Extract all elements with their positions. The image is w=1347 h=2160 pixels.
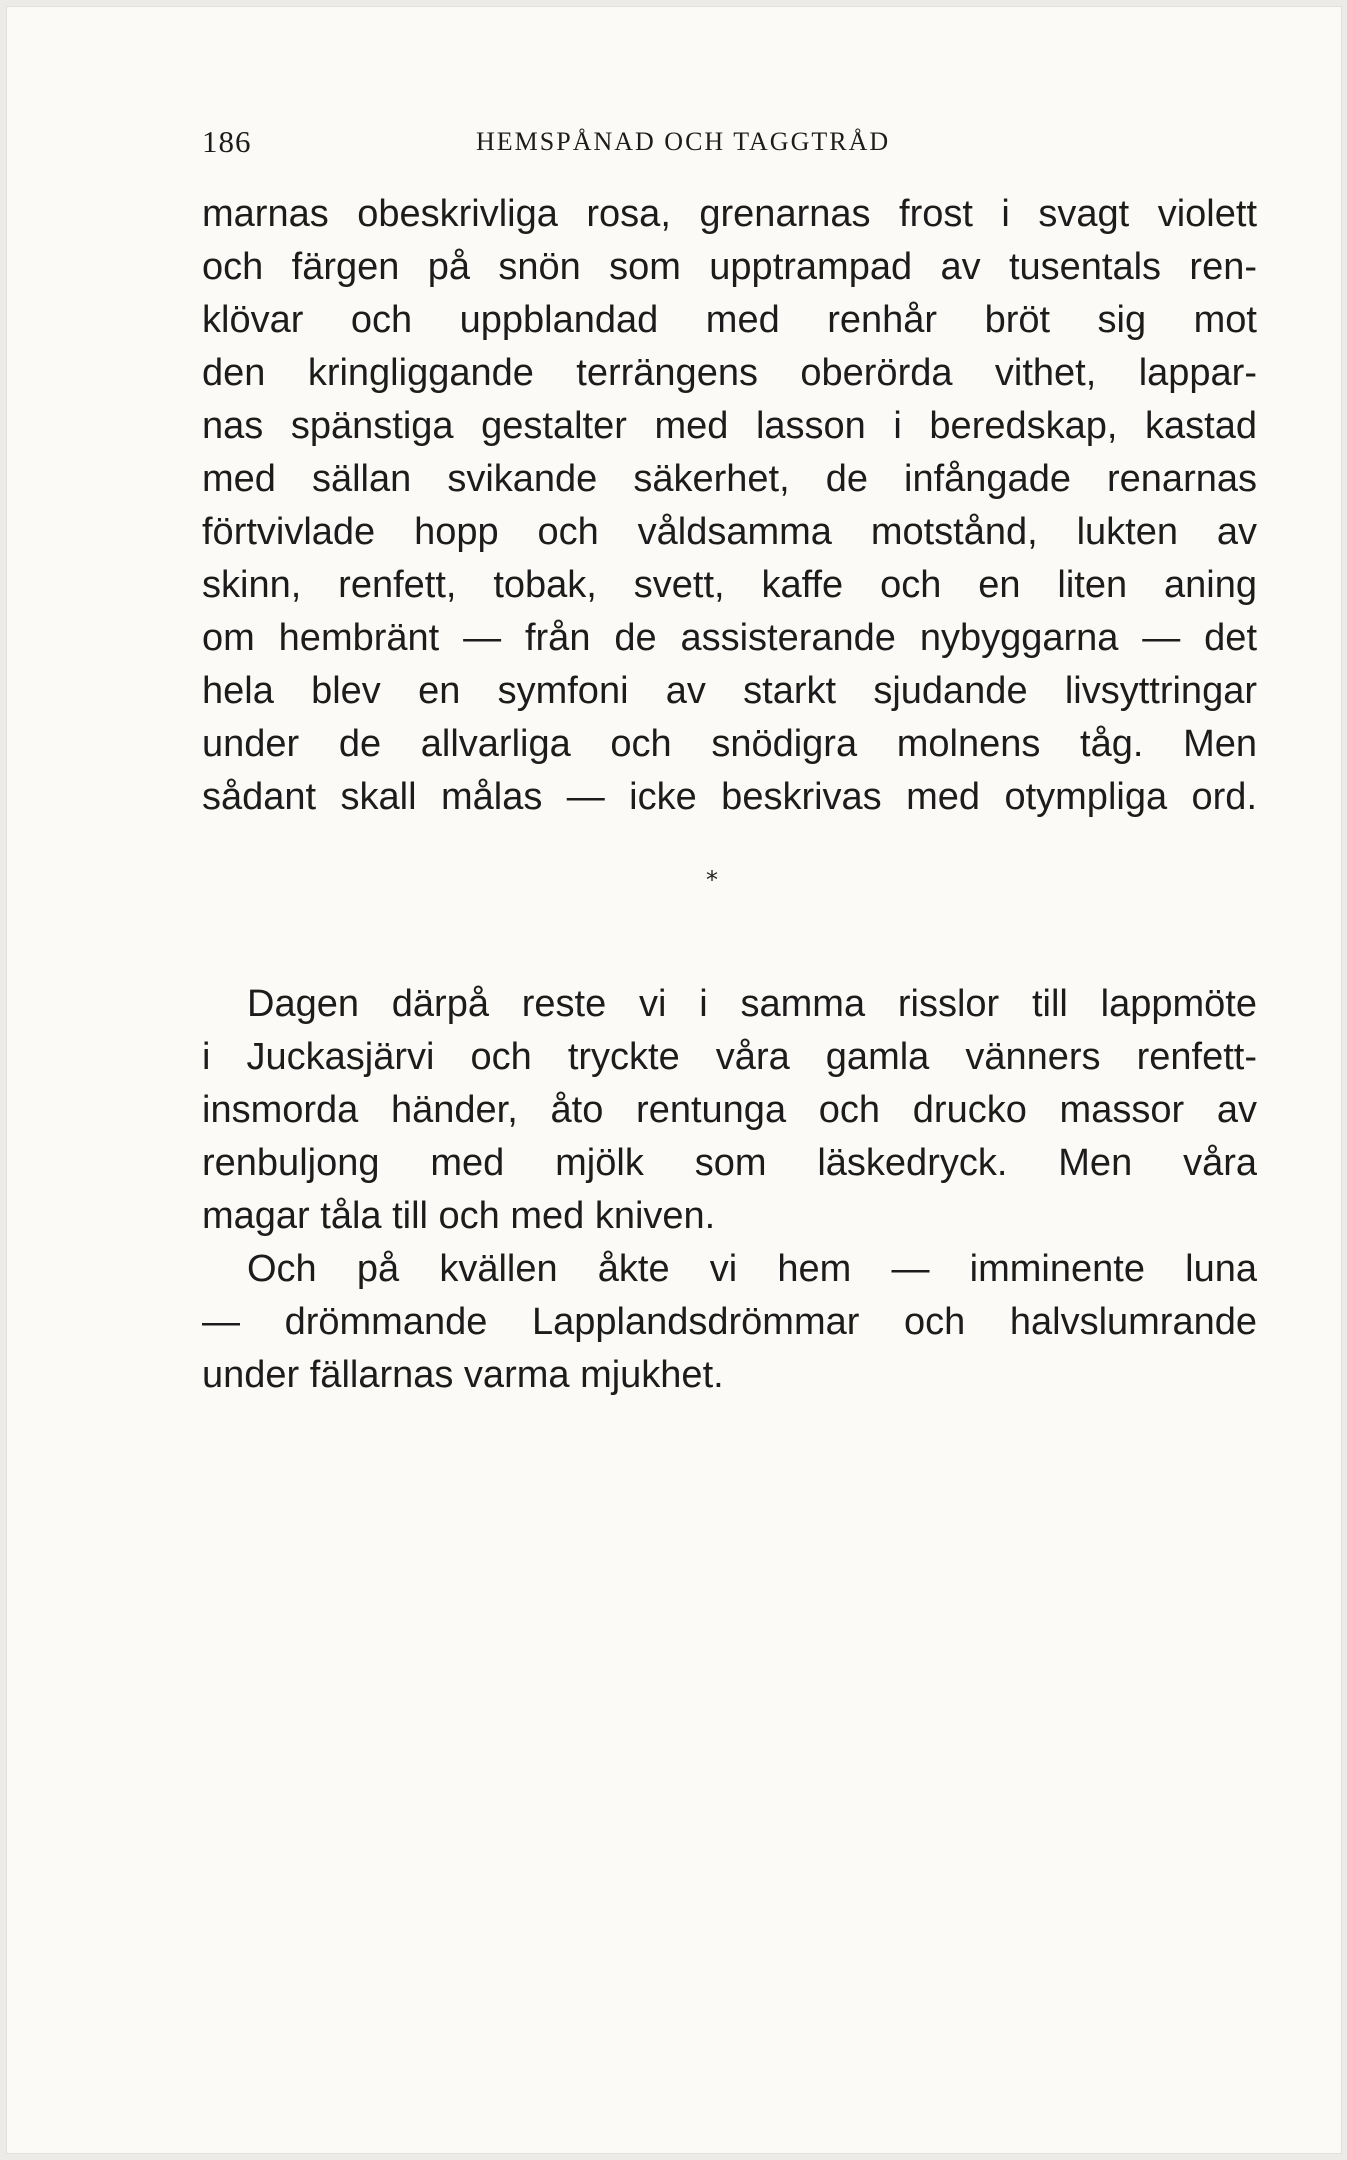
text-line: hela blev en symfoni av starkt sjudande livsyttringar (202, 670, 1257, 712)
paragraph-lappmote (202, 978, 1257, 1243)
text-line: Dagen därpå reste vi i samma risslor till lappmöte (247, 983, 1257, 1025)
section-divider-asterisk: * (706, 866, 718, 894)
text-line: klövar och uppblandad med renhår bröt sig mot (202, 299, 1257, 341)
paragraph-continuation (202, 188, 1257, 824)
book-page (6, 6, 1342, 2154)
text-line: marnas obeskrivliga rosa, grenarnas frost i svagt violett (202, 193, 1257, 235)
running-head (202, 124, 1257, 164)
text-line: om hembränt — från de assisterande nybyggarna — det (202, 617, 1257, 659)
text-line: i Juckasjärvi och tryckte våra gamla vänners renfett- (202, 1036, 1257, 1078)
paragraph-kvallen (202, 1243, 1257, 1402)
page-number: 186 (202, 124, 252, 159)
text-line: den kringliggande terrängens oberörda vithet, lappar- (202, 352, 1257, 394)
text-line: med sällan svikande säkerhet, de infångade renarnas (202, 458, 1257, 500)
text-line: magar tåla till och med kniven. (202, 1195, 716, 1237)
text-line: skinn, renfett, tobak, svett, kaffe och en liten aning (202, 564, 1257, 606)
text-line: och färgen på snön som upptrampad av tusentals ren- (202, 246, 1257, 288)
text-line: under de allvarliga och snödigra molnens tåg. Men (202, 723, 1257, 765)
text-line: insmorda händer, åto rentunga och drucko massor av (202, 1089, 1257, 1131)
text-line: förtvivlade hopp och våldsamma motstånd, lukten av (202, 511, 1257, 553)
text-line: renbuljong med mjölk som läskedryck. Men våra (202, 1142, 1257, 1184)
text-line: sådant skall målas — icke beskrivas med otympliga ord. (202, 776, 1257, 818)
running-title: HEMSPÅNAD OCH TAGGTRÅD (476, 127, 891, 156)
text-line: nas spänstiga gestalter med lasson i beredskap, kastad (202, 405, 1257, 447)
text-line: under fällarnas varma mjukhet. (202, 1354, 724, 1396)
text-line: — drömmande Lapplandsdrömmar och halvslumrande (202, 1301, 1257, 1343)
text-line: Och på kvällen åkte vi hem — imminente luna (247, 1248, 1257, 1290)
